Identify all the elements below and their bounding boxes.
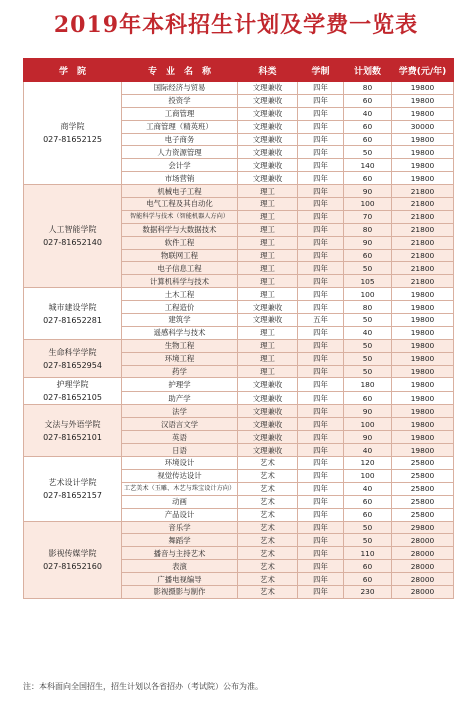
major-plan: 40 [344,482,392,495]
page-title: 2019年本科招生计划及学费一览表 [53,12,419,38]
major-fee: 28000 [392,534,454,547]
major-fee: 25800 [392,495,454,508]
major-name: 舞蹈学 [122,534,238,547]
major-category: 理工 [238,249,298,262]
major-fee: 21800 [392,236,454,249]
major-fee: 25800 [392,508,454,521]
major-duration: 四年 [298,133,344,146]
major-category: 艺术 [238,573,298,586]
major-duration: 四年 [298,534,344,547]
major-category: 理工 [238,198,298,211]
major-fee: 21800 [392,275,454,288]
major-duration: 四年 [298,444,344,457]
major-plan: 50 [344,146,392,159]
major-fee: 19800 [392,314,454,327]
major-name: 英语 [122,431,238,444]
major-plan: 140 [344,159,392,172]
major-category: 理工 [238,223,298,236]
table-row [24,82,454,95]
header-plan: 计划数 [344,59,392,82]
major-fee: 28000 [392,547,454,560]
major-duration: 四年 [298,185,344,198]
major-duration: 四年 [298,508,344,521]
major-duration: 四年 [298,482,344,495]
major-plan: 60 [344,249,392,262]
major-name: 生物工程 [122,339,238,352]
major-category: 文理兼收 [238,120,298,133]
major-plan: 90 [344,405,392,418]
major-fee: 25800 [392,469,454,482]
major-duration: 四年 [298,365,344,378]
major-duration: 四年 [298,495,344,508]
major-name: 影视摄影与制作 [122,585,238,598]
table-row [24,457,454,470]
major-name: 人力资源管理 [122,146,238,159]
major-category: 艺术 [238,469,298,482]
major-name: 国际经济与贸易 [122,82,238,95]
major-plan: 90 [344,236,392,249]
major-duration: 四年 [298,418,344,431]
major-duration: 四年 [298,378,344,392]
major-plan: 50 [344,352,392,365]
major-fee: 19800 [392,391,454,405]
major-category: 艺术 [238,457,298,470]
major-category: 文理兼收 [238,107,298,120]
major-fee: 19800 [392,82,454,95]
major-category: 文理兼收 [238,431,298,444]
major-fee: 19800 [392,352,454,365]
major-category: 理工 [238,236,298,249]
major-plan: 40 [344,107,392,120]
major-fee: 19800 [392,405,454,418]
major-name: 汉语言文学 [122,418,238,431]
major-duration: 四年 [298,262,344,275]
major-name: 法学 [122,405,238,418]
major-duration: 四年 [298,547,344,560]
major-fee: 21800 [392,185,454,198]
college-cell [24,288,122,340]
major-duration: 四年 [298,573,344,586]
major-plan: 60 [344,120,392,133]
major-duration: 四年 [298,560,344,573]
major-plan: 100 [344,469,392,482]
college-phone: 027-81652160 [43,561,102,571]
major-duration: 四年 [298,107,344,120]
table-row [24,288,454,301]
major-fee: 21800 [392,223,454,236]
header-category: 科类 [238,59,298,82]
major-name: 广播电视编导 [122,573,238,586]
major-duration: 四年 [298,94,344,107]
major-name: 建筑学 [122,314,238,327]
major-plan: 70 [344,210,392,223]
major-fee: 21800 [392,262,454,275]
college-cell [24,339,122,378]
college-name: 艺术设计学院 [48,477,97,487]
major-category: 文理兼收 [238,418,298,431]
major-name: 助产学 [122,391,238,405]
major-fee: 28000 [392,560,454,573]
major-plan: 40 [344,326,392,339]
major-plan: 60 [344,560,392,573]
major-fee: 19800 [392,301,454,314]
major-duration: 四年 [298,431,344,444]
major-duration: 四年 [298,585,344,598]
major-category: 艺术 [238,534,298,547]
major-duration: 四年 [298,82,344,95]
major-fee: 19800 [392,365,454,378]
major-plan: 80 [344,223,392,236]
college-name: 城市建设学院 [48,302,97,312]
table-body [24,82,454,599]
major-plan: 80 [344,301,392,314]
major-fee: 19800 [392,444,454,457]
major-duration: 四年 [298,288,344,301]
major-fee: 19800 [392,159,454,172]
college-name: 文法与外语学院 [44,419,101,429]
major-plan: 50 [344,339,392,352]
major-plan: 50 [344,365,392,378]
header-major: 专 业 名 称 [122,59,238,82]
major-name: 智能科学与技术（智能机器人方向） [122,210,238,223]
major-fee: 19800 [392,418,454,431]
major-plan: 110 [344,547,392,560]
major-name: 药学 [122,365,238,378]
major-category: 艺术 [238,495,298,508]
major-category: 理工 [238,352,298,365]
college-cell [24,457,122,521]
major-name: 动画 [122,495,238,508]
major-category: 文理兼收 [238,133,298,146]
major-plan: 60 [344,391,392,405]
major-name: 电子商务 [122,133,238,146]
major-name: 物联网工程 [122,249,238,262]
major-fee: 30000 [392,120,454,133]
major-duration: 四年 [298,223,344,236]
major-duration: 四年 [298,352,344,365]
college-name: 商学院 [60,122,85,132]
major-category: 艺术 [238,585,298,598]
major-plan: 105 [344,275,392,288]
major-duration: 四年 [298,159,344,172]
footnote: 注：本科面向全国招生，招生计划以各省招办（考试院）公布为准。 [23,682,263,691]
major-fee: 19800 [392,172,454,185]
major-category: 理工 [238,210,298,223]
major-plan: 90 [344,185,392,198]
major-category: 文理兼收 [238,172,298,185]
major-duration: 四年 [298,457,344,470]
major-plan: 60 [344,94,392,107]
major-duration: 四年 [298,469,344,482]
major-name: 护理学 [122,378,238,392]
major-fee: 25800 [392,457,454,470]
major-plan: 60 [344,508,392,521]
major-plan: 60 [344,172,392,185]
major-name: 机械电子工程 [122,185,238,198]
major-category: 理工 [238,262,298,275]
major-duration: 四年 [298,339,344,352]
major-duration: 四年 [298,391,344,405]
major-category: 文理兼收 [238,444,298,457]
major-plan: 60 [344,133,392,146]
major-name: 产品设计 [122,508,238,521]
major-plan: 50 [344,262,392,275]
major-category: 文理兼收 [238,94,298,107]
major-name: 计算机科学与技术 [122,275,238,288]
major-name: 工程造价 [122,301,238,314]
major-plan: 50 [344,521,392,534]
major-plan: 40 [344,444,392,457]
table-row [24,339,454,352]
major-fee: 19800 [392,107,454,120]
college-name: 护理学院 [56,380,89,390]
major-category: 艺术 [238,560,298,573]
college-name: 影视传媒学院 [48,548,97,558]
major-plan: 120 [344,457,392,470]
major-fee: 21800 [392,249,454,262]
college-name: 人工智能学院 [48,225,97,235]
major-duration: 五年 [298,314,344,327]
major-fee: 21800 [392,198,454,211]
major-category: 文理兼收 [238,405,298,418]
major-plan: 100 [344,288,392,301]
major-fee: 19800 [392,339,454,352]
major-fee: 28000 [392,585,454,598]
header-fee: 学费(元/年) [392,59,454,82]
major-fee: 19800 [392,378,454,392]
major-plan: 180 [344,378,392,392]
header-college: 学 院 [24,59,122,82]
major-fee: 19800 [392,146,454,159]
major-duration: 四年 [298,521,344,534]
major-duration: 四年 [298,120,344,133]
major-category: 文理兼收 [238,159,298,172]
major-plan: 60 [344,573,392,586]
major-category: 文理兼收 [238,82,298,95]
major-plan: 50 [344,534,392,547]
major-category: 艺术 [238,508,298,521]
major-category: 艺术 [238,521,298,534]
major-fee: 19800 [392,94,454,107]
major-duration: 四年 [298,405,344,418]
major-plan: 100 [344,418,392,431]
major-name: 环境工程 [122,352,238,365]
major-category: 文理兼收 [238,378,298,392]
major-name: 市场营销 [122,172,238,185]
major-duration: 四年 [298,275,344,288]
major-name: 遥感科学与技术 [122,326,238,339]
college-phone: 027-81652101 [43,432,102,442]
major-name: 投资学 [122,94,238,107]
major-plan: 60 [344,495,392,508]
major-name: 工艺美术（玉雕、木艺与珠宝设计方向） [122,482,238,495]
major-name: 音乐学 [122,521,238,534]
major-category: 文理兼收 [238,314,298,327]
major-category: 理工 [238,275,298,288]
enrollment-plan-table [23,58,454,599]
major-plan: 90 [344,431,392,444]
major-category: 理工 [238,365,298,378]
major-plan: 80 [344,82,392,95]
major-name: 日语 [122,444,238,457]
college-cell [24,521,122,598]
major-name: 电子信息工程 [122,262,238,275]
major-name: 视觉传达设计 [122,469,238,482]
major-plan: 50 [344,314,392,327]
college-name: 生命科学学院 [48,347,97,357]
college-phone: 027-81652105 [43,393,102,403]
major-plan: 100 [344,198,392,211]
college-cell [24,378,122,405]
major-name: 表演 [122,560,238,573]
major-fee: 29800 [392,521,454,534]
major-category: 文理兼收 [238,391,298,405]
major-name: 播音与主持艺术 [122,547,238,560]
major-category: 理工 [238,326,298,339]
major-name: 工商管理（精英班） [122,120,238,133]
major-category: 文理兼收 [238,146,298,159]
major-name: 土木工程 [122,288,238,301]
table-header-row [24,59,454,82]
major-category: 艺术 [238,482,298,495]
college-phone: 027-81652125 [43,135,102,145]
major-duration: 四年 [298,172,344,185]
major-plan: 230 [344,585,392,598]
major-fee: 19800 [392,288,454,301]
major-category: 艺术 [238,547,298,560]
major-duration: 四年 [298,198,344,211]
major-fee: 19800 [392,133,454,146]
table-row [24,378,454,392]
major-duration: 四年 [298,301,344,314]
header-duration: 学制 [298,59,344,82]
major-category: 理工 [238,288,298,301]
college-phone: 027-81652140 [43,238,102,248]
table-row [24,185,454,198]
major-category: 理工 [238,185,298,198]
major-fee: 19800 [392,326,454,339]
college-phone: 027-81652157 [43,490,102,500]
college-phone: 027-81652954 [43,360,102,370]
major-category: 文理兼收 [238,301,298,314]
table-row [24,405,454,418]
major-duration: 四年 [298,146,344,159]
college-phone: 027-81652281 [43,315,102,325]
college-cell [24,185,122,288]
major-name: 数据科学与大数据技术 [122,223,238,236]
major-duration: 四年 [298,326,344,339]
major-name: 软件工程 [122,236,238,249]
major-fee: 21800 [392,210,454,223]
major-name: 电气工程及其自动化 [122,198,238,211]
college-cell [24,82,122,185]
major-fee: 19800 [392,431,454,444]
major-name: 工商管理 [122,107,238,120]
major-duration: 四年 [298,210,344,223]
major-fee: 28000 [392,573,454,586]
major-name: 环境设计 [122,457,238,470]
major-duration: 四年 [298,249,344,262]
major-name: 会计学 [122,159,238,172]
college-cell [24,405,122,457]
major-category: 理工 [238,339,298,352]
major-fee: 25800 [392,482,454,495]
major-duration: 四年 [298,236,344,249]
table-row [24,521,454,534]
